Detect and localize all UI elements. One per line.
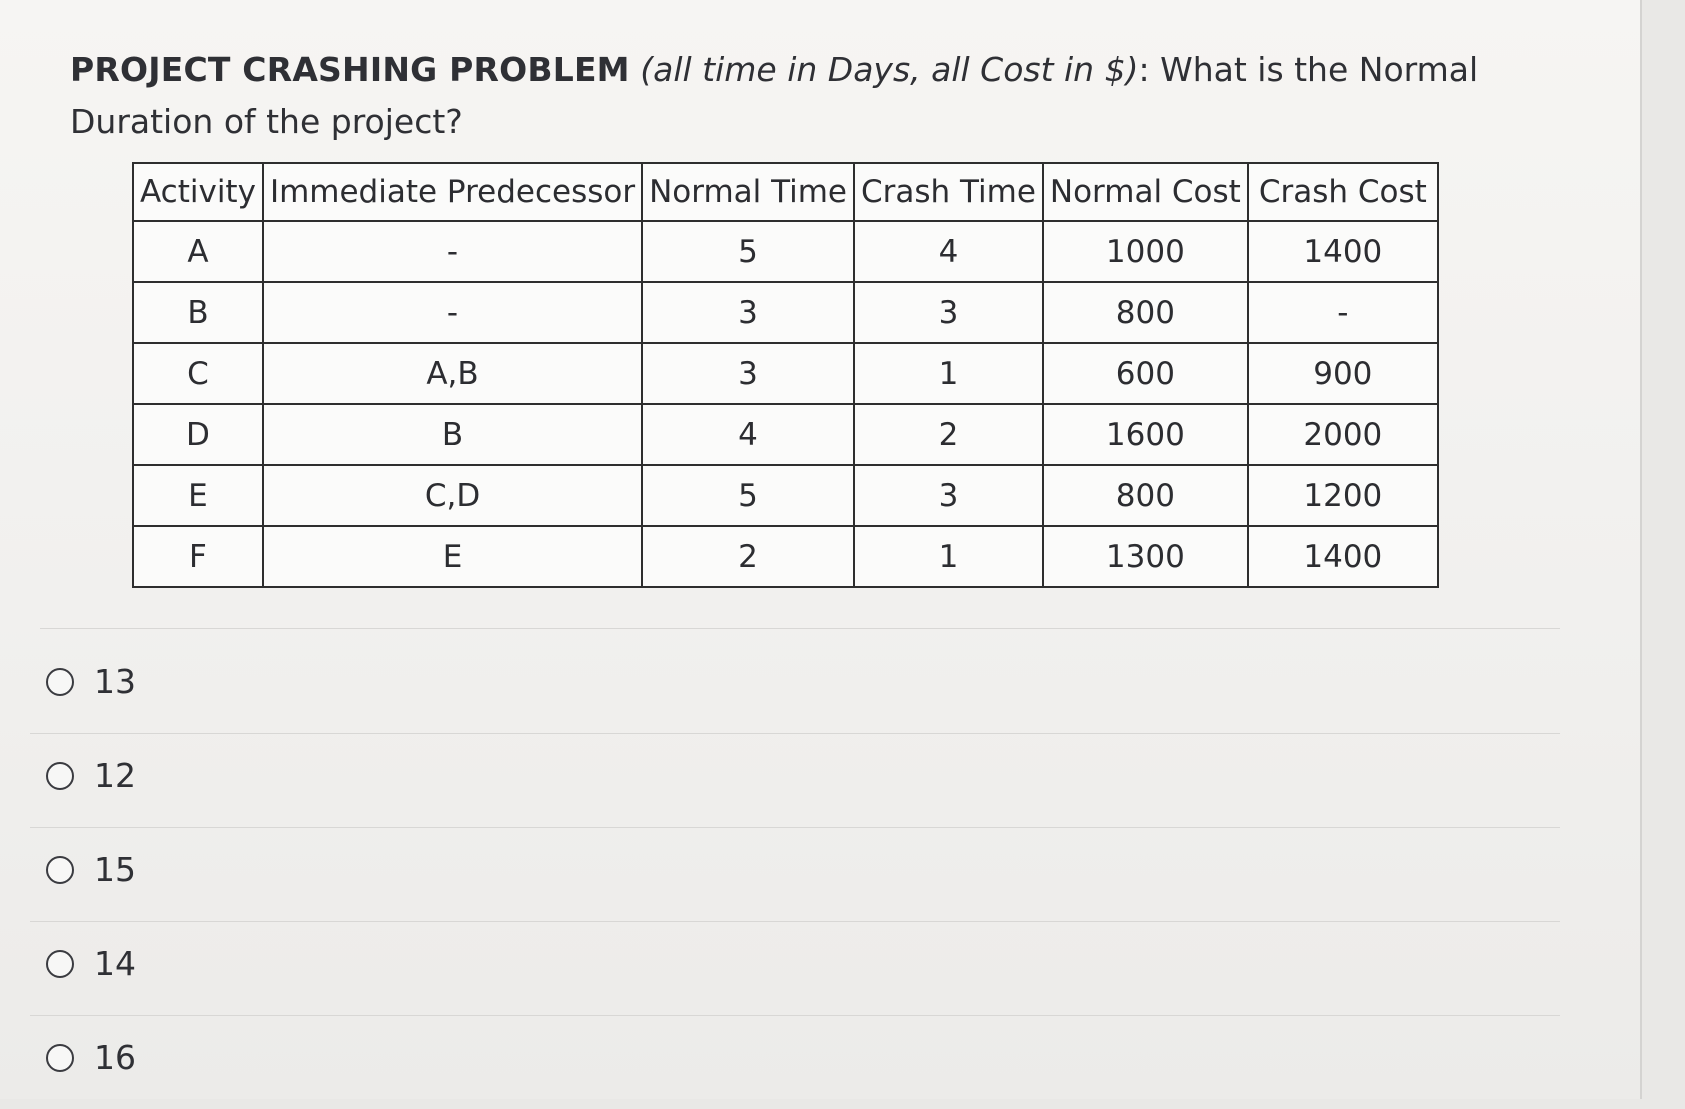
cell-normal-time: 4 bbox=[642, 404, 854, 465]
table-row bbox=[133, 221, 1438, 282]
header-crash-time: Crash Time bbox=[854, 163, 1043, 221]
table-row bbox=[133, 404, 1438, 465]
option-row bbox=[30, 734, 1560, 828]
cell-activity: F bbox=[133, 526, 263, 587]
option-label: 13 bbox=[94, 662, 136, 701]
option-16[interactable] bbox=[46, 1038, 136, 1077]
cell-crash-time: 3 bbox=[854, 465, 1043, 526]
option-13[interactable] bbox=[46, 662, 136, 701]
cell-predecessor: A,B bbox=[263, 343, 642, 404]
table-row bbox=[133, 282, 1438, 343]
table-row bbox=[133, 343, 1438, 404]
cell-crash-cost: - bbox=[1248, 282, 1438, 343]
cell-normal-time: 3 bbox=[642, 343, 854, 404]
cell-crash-time: 3 bbox=[854, 282, 1043, 343]
radio-button[interactable] bbox=[46, 856, 74, 884]
option-14[interactable] bbox=[46, 944, 136, 983]
cell-normal-cost: 800 bbox=[1043, 282, 1248, 343]
radio-button[interactable] bbox=[46, 1044, 74, 1072]
header-activity: Activity bbox=[133, 163, 263, 221]
cell-normal-time: 3 bbox=[642, 282, 854, 343]
crashing-table bbox=[132, 162, 1439, 588]
option-row bbox=[30, 640, 1560, 734]
question-text bbox=[70, 44, 1490, 148]
cell-crash-time: 4 bbox=[854, 221, 1043, 282]
option-row bbox=[30, 922, 1560, 1016]
cell-normal-time: 5 bbox=[642, 221, 854, 282]
table-row bbox=[133, 465, 1438, 526]
radio-button[interactable] bbox=[46, 950, 74, 978]
table-row bbox=[133, 526, 1438, 587]
cell-normal-cost: 800 bbox=[1043, 465, 1248, 526]
cell-predecessor: E bbox=[263, 526, 642, 587]
cell-crash-cost: 1400 bbox=[1248, 221, 1438, 282]
cell-normal-cost: 1300 bbox=[1043, 526, 1248, 587]
cell-crash-cost: 2000 bbox=[1248, 404, 1438, 465]
table-header-row bbox=[133, 163, 1438, 221]
cell-normal-time: 2 bbox=[642, 526, 854, 587]
cell-crash-time: 2 bbox=[854, 404, 1043, 465]
cell-activity: A bbox=[133, 221, 263, 282]
cell-normal-cost: 1600 bbox=[1043, 404, 1248, 465]
option-12[interactable] bbox=[46, 756, 136, 795]
question-units: (all time in Days, all Cost in $) bbox=[640, 50, 1139, 89]
cell-activity: B bbox=[133, 282, 263, 343]
cell-activity: D bbox=[133, 404, 263, 465]
cell-crash-cost: 1200 bbox=[1248, 465, 1438, 526]
option-15[interactable] bbox=[46, 850, 136, 889]
question-title: PROJECT CRASHING PROBLEM bbox=[70, 50, 630, 89]
cell-normal-cost: 600 bbox=[1043, 343, 1248, 404]
option-label: 12 bbox=[94, 756, 136, 795]
radio-button[interactable] bbox=[46, 762, 74, 790]
cell-activity: C bbox=[133, 343, 263, 404]
cell-predecessor: C,D bbox=[263, 465, 642, 526]
option-label: 14 bbox=[94, 944, 136, 983]
header-normal-time: Normal Time bbox=[642, 163, 854, 221]
cell-normal-time: 5 bbox=[642, 465, 854, 526]
cell-predecessor: B bbox=[263, 404, 642, 465]
header-normal-cost: Normal Cost bbox=[1043, 163, 1248, 221]
cell-activity: E bbox=[133, 465, 263, 526]
cell-crash-cost: 900 bbox=[1248, 343, 1438, 404]
cell-normal-cost: 1000 bbox=[1043, 221, 1248, 282]
question-body: : What is the Normal Duration of the project? bbox=[70, 50, 1479, 141]
option-label: 16 bbox=[94, 1038, 136, 1077]
cell-predecessor: - bbox=[263, 282, 642, 343]
option-row bbox=[30, 1016, 1560, 1109]
cell-predecessor: - bbox=[263, 221, 642, 282]
options-divider bbox=[40, 628, 1560, 629]
option-row bbox=[30, 828, 1560, 922]
answer-options bbox=[0, 640, 1600, 1109]
cell-crash-time: 1 bbox=[854, 526, 1043, 587]
radio-button[interactable] bbox=[46, 668, 74, 696]
cell-crash-time: 1 bbox=[854, 343, 1043, 404]
header-crash-cost: Crash Cost bbox=[1248, 163, 1438, 221]
header-immediate-predecessor: Immediate Predecessor bbox=[263, 163, 642, 221]
option-label: 15 bbox=[94, 850, 136, 889]
cell-crash-cost: 1400 bbox=[1248, 526, 1438, 587]
